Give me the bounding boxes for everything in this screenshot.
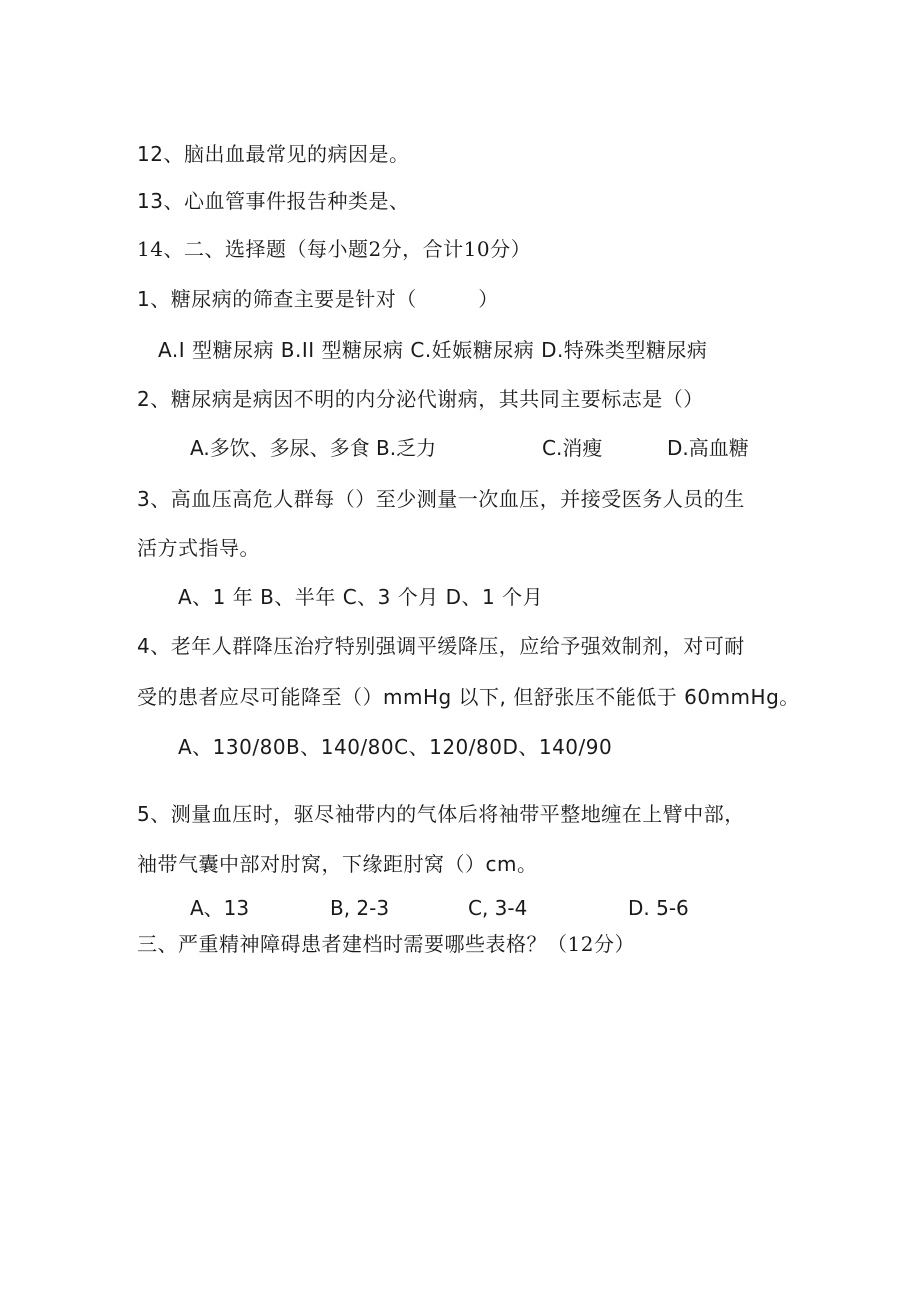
question-2-option-d: D.高血糖 (667, 436, 749, 460)
question-2-option-ab: A.多饮、多尿、多食 B.乏力 (190, 436, 437, 460)
question-3-line-1: 3、高血压高危人群每（）至少测量一次血压，并接受医务人员的生 (137, 487, 745, 511)
question-5-line-1: 5、测量血压时，驱尽袖带内的气体后将袖带平整地缠在上臂中部， (137, 802, 745, 826)
question-12: 12、脑出血最常见的病因是。 (137, 142, 410, 166)
question-3-options: A、1 年 B、半年 C、3 个月 D、1 个月 (178, 585, 544, 609)
question-1: 1、糖尿病的筛查主要是针对（ ） (137, 287, 499, 311)
question-4-line-2: 受的患者应尽可能降至（）mmHg 以下, 但舒张压不能低于 60mmHg。 (137, 685, 800, 709)
question-1-options: A.I 型糖尿病 B.II 型糖尿病 C.妊娠糖尿病 D.特殊类型糖尿病 (158, 338, 708, 362)
question-2-option-c: C.消瘦 (542, 436, 603, 460)
question-5-option-b: B, 2-3 (330, 896, 390, 920)
question-3-line-2: 活方式指导。 (137, 536, 260, 560)
question-5-line-2: 袖带气囊中部对肘窝，下缘距肘窝（）cm。 (137, 852, 538, 876)
question-5-option-c: C, 3-4 (468, 896, 528, 920)
question-5-option-a: A、13 (190, 896, 250, 920)
section-2-heading: 14、二、选择题（每小题2分，合计10分） (137, 237, 532, 261)
question-4-options: A、130/80B、140/80C、120/80D、140/90 (178, 735, 613, 759)
question-13: 13、心血管事件报告种类是、 (137, 189, 410, 213)
question-2: 2、糖尿病是病因不明的内分泌代谢病，其共同主要标志是（） (137, 387, 704, 411)
question-4-line-1: 4、老年人群降压治疗特别强调平缓降压，应给予强效制剂，对可耐 (137, 634, 745, 658)
section-3-heading: 三、严重精神障碍患者建档时需要哪些表格？（12分） (137, 932, 635, 956)
question-5-option-d: D. 5-6 (628, 896, 689, 920)
